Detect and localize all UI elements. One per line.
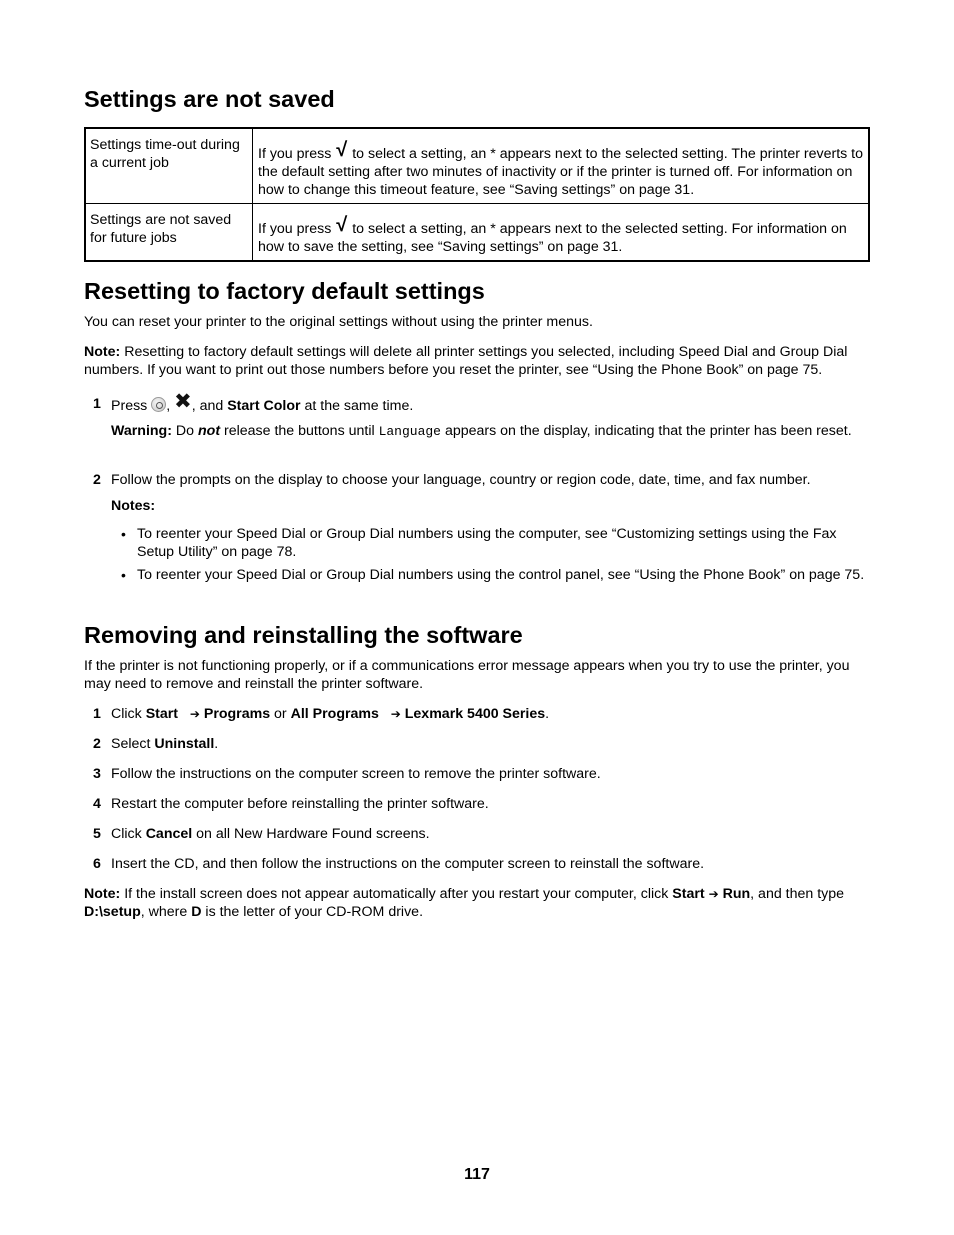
- step-text: .: [214, 736, 219, 752]
- checkmark-icon: √: [336, 214, 348, 236]
- menu-start: Start: [672, 886, 705, 902]
- heading-settings-not-saved: Settings are not saved: [84, 86, 335, 112]
- note-label: Note:: [84, 344, 121, 360]
- arrow-right-icon: ➔: [189, 707, 200, 721]
- warning-emphasis: not: [197, 423, 221, 439]
- menu-start: Start: [145, 706, 179, 722]
- step-text: Press: [111, 398, 152, 414]
- notes-label-text: Notes:: [111, 498, 156, 514]
- reinstall-intro: If the printer is not functioning properly, or if a communications error message appears when you try to use the printer, you may need to remove and reinstall the printer software.: [84, 658, 850, 692]
- step-text: ,: [166, 398, 175, 414]
- menu-all-programs: All Programs: [290, 706, 379, 722]
- step-number: 3: [93, 766, 101, 782]
- step-number: 4: [93, 796, 101, 812]
- step-text: .: [545, 706, 550, 722]
- power-button-icon: [151, 397, 166, 412]
- step-number: 2: [93, 736, 101, 752]
- solution-cell: [253, 204, 870, 262]
- bullet-icon: •: [121, 567, 126, 583]
- cancel-x-icon: ✖: [174, 390, 192, 413]
- note-text: If the install screen does not appear automatically after you restart your computer, click: [120, 886, 673, 902]
- problem-cell: Settings are not saved for future jobs: [85, 204, 253, 262]
- arrow-right-icon: ➔: [708, 887, 719, 901]
- page-number: 117: [464, 1166, 490, 1183]
- menu-run: Run: [722, 886, 751, 902]
- reset-step-1: [111, 390, 870, 415]
- step-number: 2: [93, 472, 101, 488]
- solution-text: If you press: [258, 146, 332, 162]
- reinstall-step-3: Follow the instructions on the computer screen to remove the printer software.: [111, 766, 601, 782]
- reinstall-step-6: Insert the CD, and then follow the instructions on the computer screen to reinstall the software.: [111, 856, 705, 872]
- bullet-icon: •: [121, 526, 126, 542]
- reinstall-step-5: [111, 825, 870, 843]
- list-item: To reenter your Speed Dial or Group Dial numbers using the computer, see “Customizing settings using the Fax Setup Utility” on page 78.: [137, 526, 837, 560]
- reset-note: [84, 343, 870, 379]
- menu-programs: Programs: [203, 706, 271, 722]
- heading-reset-factory-defaults: Resetting to factory default settings: [84, 278, 485, 304]
- cancel-label: Cancel: [145, 826, 193, 842]
- drive-letter: D: [191, 904, 202, 920]
- step-text: Select: [111, 736, 155, 752]
- step-text: or: [270, 706, 291, 722]
- reset-step-2: Follow the prompts on the display to choose your language, country or region code, date, time, and fax number.: [111, 472, 811, 488]
- step-text: at the same time.: [300, 398, 414, 414]
- note-text: , where: [140, 904, 192, 920]
- note-label: Note:: [84, 886, 121, 902]
- note-text: is the letter of your CD-ROM drive.: [201, 904, 424, 920]
- menu-uninstall: Uninstall: [154, 736, 215, 752]
- table-row: [85, 128, 869, 204]
- reinstall-note: [84, 885, 870, 921]
- solution-text: If you press: [258, 221, 332, 237]
- solution-text: to select a setting, an * appears next to the selected setting. For information on how to save the setting, see “Saving settings” on page 31.: [258, 221, 847, 255]
- problem-cell: Settings time-out during a current job: [85, 128, 253, 204]
- table-row: [85, 204, 869, 262]
- menu-lexmark: Lexmark 5400 Series: [404, 706, 546, 722]
- note-text: Resetting to factory default settings will delete all printer settings you selected, including Speed Dial and Group Dial numbers. If you want to print out those numbers before you reset the printer, see “Using the Phone Book” on page 75.: [84, 344, 848, 378]
- step-text: on all New Hardware Found screens.: [192, 826, 430, 842]
- warning-text: Do: [171, 423, 198, 439]
- reinstall-step-4: Restart the computer before reinstalling the printer software.: [111, 796, 489, 812]
- warning-text: release the buttons until: [220, 423, 379, 439]
- troubleshooting-table: [84, 127, 870, 262]
- heading-remove-reinstall: Removing and reinstalling the software: [84, 622, 523, 648]
- solution-cell: [253, 128, 870, 204]
- step-number: 6: [93, 856, 101, 872]
- step-number: 1: [93, 706, 101, 722]
- list-item: To reenter your Speed Dial or Group Dial numbers using the control panel, see “Using the Phone Book” on page 75.: [137, 567, 865, 583]
- reinstall-step-1: [111, 705, 870, 723]
- note-text: , and then type: [750, 886, 845, 902]
- reinstall-step-2: [111, 735, 870, 753]
- step-text: Click: [111, 706, 146, 722]
- reset-warning: [111, 422, 870, 441]
- step-number: 5: [93, 826, 101, 842]
- warning-text: appears on the display, indicating that the printer has been reset.: [441, 423, 852, 439]
- reset-intro: You can reset your printer to the original settings without using the printer menus.: [84, 314, 593, 330]
- display-text-language: Language: [378, 424, 441, 439]
- solution-text: to select a setting, an * appears next to the selected setting. The printer reverts to the default setting after two minutes of inactivity or if the printer is turned off. For information on how to change this timeout feature, see “Saving settings” on page 31.: [258, 146, 864, 198]
- arrow-right-icon: ➔: [390, 707, 401, 721]
- setup-command: D:\setup: [84, 904, 141, 920]
- warning-label: Warning:: [111, 423, 172, 439]
- step-text: Click: [111, 826, 146, 842]
- step-text: , and: [191, 398, 228, 414]
- start-color-label: Start Color: [227, 398, 301, 414]
- notes-label: [111, 497, 870, 515]
- checkmark-icon: √: [336, 139, 348, 161]
- step-number: 1: [93, 396, 101, 412]
